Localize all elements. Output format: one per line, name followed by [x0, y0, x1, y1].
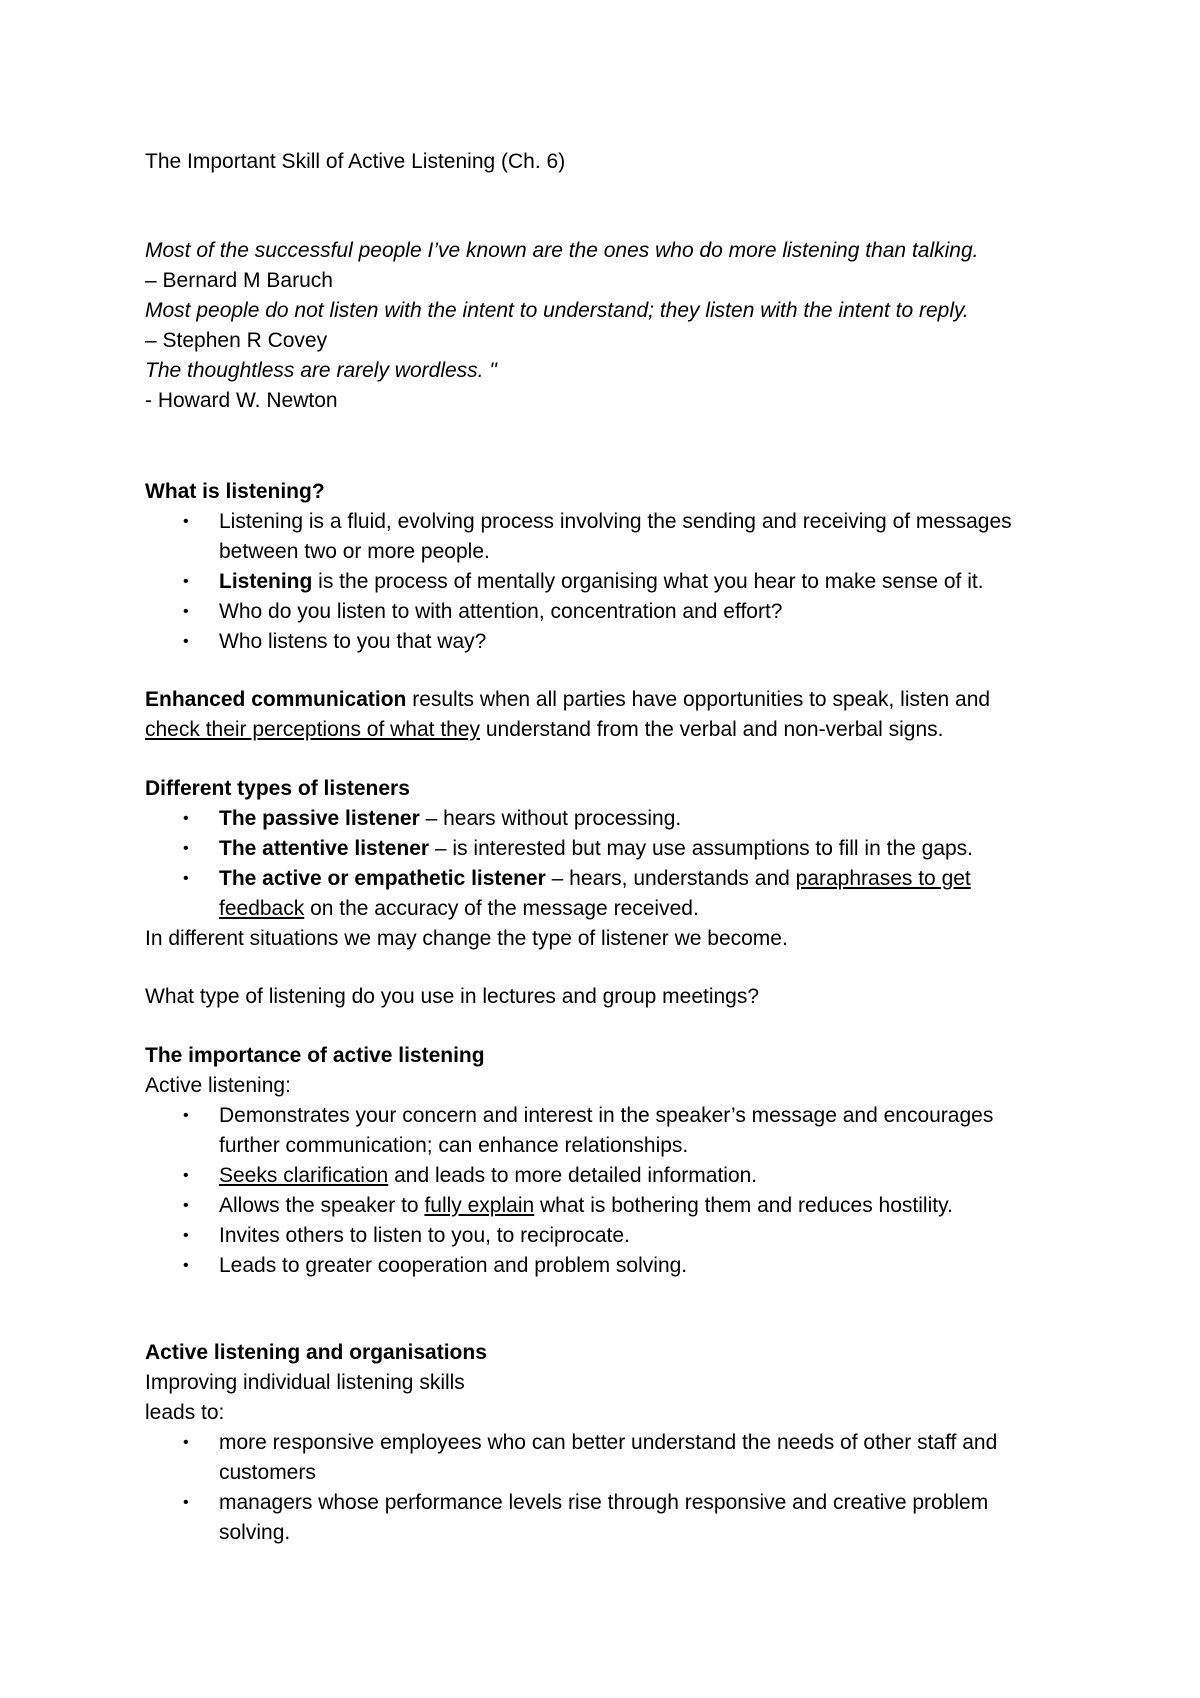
- quote-author: – Bernard M Baruch: [145, 269, 333, 292]
- paragraph-text: results when all parties have opportunities to speak, listen and: [406, 688, 991, 711]
- types-of-listeners-section: [145, 774, 1085, 954]
- what-is-listening-section: [145, 477, 1085, 657]
- list-item-line: further communication; can enhance relationships.: [219, 1134, 689, 1157]
- list-item-text: Who listens to you that way?: [219, 630, 487, 653]
- underlined-text: check their perceptions of what they: [145, 718, 481, 741]
- quote-text: The thoughtless are rarely wordless. ": [145, 359, 497, 382]
- list-item: [145, 804, 1085, 834]
- paragraph-line: [145, 685, 1085, 715]
- bullet-glyph: •: [183, 1227, 189, 1244]
- paragraph-text: In different situations we may change the type of listener we become.: [145, 927, 788, 950]
- paragraph-text: Improving individual listening skills: [145, 1371, 465, 1394]
- list-item-text: Leads to greater cooperation and problem solving.: [219, 1254, 688, 1277]
- page-title: The Important Skill of Active Listening (Ch. 6): [145, 150, 566, 173]
- list-item-text: is the process of mentally organising what you hear to make sense of it.: [312, 570, 984, 593]
- list-item: [145, 567, 1085, 597]
- bullet-glyph: •: [183, 810, 189, 827]
- quote-author: - Howard W. Newton: [145, 389, 338, 412]
- bullet-glyph: •: [183, 1167, 189, 1184]
- underlined-text: Seeks clarification: [219, 1164, 389, 1187]
- quote-text: Most people do not listen with the intent to understand; they listen with the intent to reply.: [145, 299, 969, 322]
- quote-text: Most of the successful people I’ve known are the ones who do more listening than talking.: [145, 239, 979, 262]
- bullet-glyph: •: [183, 513, 189, 530]
- bold-term: Enhanced communication: [145, 688, 407, 711]
- quotes-block: [145, 236, 1085, 416]
- list-item: [145, 1251, 1085, 1281]
- bullet-glyph: •: [183, 1257, 189, 1274]
- list-item-line: Demonstrates your concern and interest in the speaker’s message and encourages: [219, 1104, 994, 1127]
- bullet-glyph: •: [183, 603, 189, 620]
- bullet-glyph: •: [183, 1494, 189, 1511]
- bullet-list: [145, 507, 1085, 657]
- bullet-glyph: •: [183, 840, 189, 857]
- list-item: [145, 1221, 1085, 1251]
- bold-term: The active or empathetic listener: [219, 867, 546, 890]
- list-item-text: – hears without processing.: [419, 807, 682, 830]
- list-item-text: – hears, understands and: [545, 867, 796, 890]
- list-item-line: between two or more people.: [219, 540, 490, 563]
- list-item-text: on the accuracy of the message received.: [304, 897, 699, 920]
- list-item-line: Listening is a fluid, evolving process involving the sending and receiving of messages: [219, 510, 1012, 533]
- list-item: [145, 1161, 1085, 1191]
- list-item: [145, 1488, 1085, 1548]
- section-heading: What is listening?: [145, 480, 325, 503]
- bold-term: The attentive listener: [219, 837, 430, 860]
- list-item: [145, 1191, 1085, 1221]
- organisations-section: [145, 1338, 1085, 1548]
- paragraph-line: [145, 715, 1085, 745]
- section-heading: Different types of listeners: [145, 777, 410, 800]
- bold-term: The passive listener: [219, 807, 420, 830]
- list-item-text: and leads to more detailed information.: [388, 1164, 758, 1187]
- underlined-text: paraphrases to get: [795, 867, 971, 890]
- list-item-text: what is bothering them and reduces hostility.: [534, 1194, 953, 1217]
- quote-author: – Stephen R Covey: [145, 329, 328, 352]
- list-item: [145, 834, 1085, 864]
- question-text: What type of listening do you use in lectures and group meetings?: [145, 985, 760, 1008]
- list-item-text: Allows the speaker to: [219, 1194, 425, 1217]
- list-item-line: customers: [219, 1461, 316, 1484]
- bullet-list: [145, 804, 1085, 924]
- bullet-glyph: •: [183, 1107, 189, 1124]
- paragraph-text: understand from the verbal and non-verbal signs.: [480, 718, 944, 741]
- list-item-line: more responsive employees who can better understand the needs of other staff and: [219, 1431, 998, 1454]
- list-item: [145, 507, 1085, 567]
- bold-term: Listening: [219, 570, 313, 593]
- underlined-text: fully explain: [424, 1194, 535, 1217]
- importance-section: [145, 1041, 1085, 1281]
- bullet-list: [145, 1428, 1085, 1548]
- list-item-text: Invites others to listen to you, to reciprocate.: [219, 1224, 630, 1247]
- list-item: [145, 1428, 1085, 1488]
- list-item: [145, 627, 1085, 657]
- bullet-glyph: •: [183, 1197, 189, 1214]
- list-item-text: Who do you listen to with attention, concentration and effort?: [219, 600, 783, 623]
- list-item-line: managers whose performance levels rise through responsive and creative problem: [219, 1491, 989, 1514]
- bullet-glyph: •: [183, 870, 189, 887]
- list-item: [145, 864, 1085, 924]
- bullet-glyph: •: [183, 633, 189, 650]
- list-item-line: solving.: [219, 1521, 291, 1544]
- enhanced-communication-paragraph: [145, 685, 1085, 745]
- bullet-list: [145, 1101, 1085, 1281]
- section-intro: Active listening:: [145, 1074, 291, 1097]
- list-item-text: – is interested but may use assumptions to fill in the gaps.: [429, 837, 974, 860]
- section-heading: Active listening and organisations: [145, 1341, 487, 1364]
- paragraph-text: leads to:: [145, 1401, 225, 1424]
- underlined-text: feedback: [219, 897, 305, 920]
- list-item: [145, 597, 1085, 627]
- bullet-glyph: •: [183, 573, 189, 590]
- list-item: [145, 1101, 1085, 1161]
- bullet-glyph: •: [183, 1434, 189, 1451]
- section-heading: The importance of active listening: [145, 1044, 485, 1067]
